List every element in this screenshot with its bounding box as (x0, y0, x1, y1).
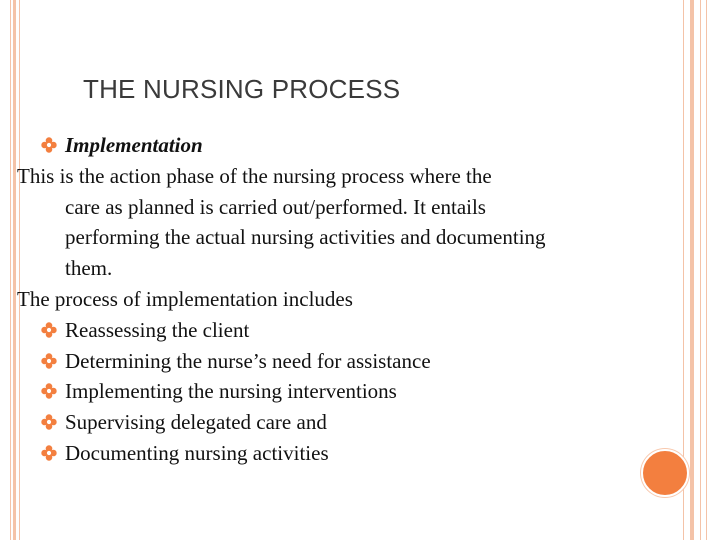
list-item-text: Reassessing the client (65, 317, 250, 342)
list-item-text: Determining the nurse’s need for assistance (65, 348, 431, 373)
heading-row (17, 130, 647, 161)
flower-bullet-icon (41, 438, 57, 468)
right-border-line (690, 0, 694, 540)
flower-bullet-icon (41, 376, 57, 406)
list-item-text: Documenting nursing activities (65, 440, 329, 465)
right-border-line (706, 0, 707, 540)
flower-bullet-icon (41, 407, 57, 437)
section-heading: Implementation (65, 133, 203, 157)
list-item-text: Supervising delegated care and (65, 410, 327, 435)
right-border-line (700, 0, 701, 540)
paragraph-line: them. (65, 256, 113, 281)
decorative-circle (641, 449, 689, 497)
list-item (17, 407, 647, 438)
left-border-line (13, 0, 16, 540)
paragraph-line: This is the action phase of the nursing process where the (17, 163, 492, 188)
list-item (17, 315, 647, 346)
list-item (17, 438, 647, 469)
slide-title: THE NURSING PROCESS (83, 74, 401, 104)
paragraph-line: performing the actual nursing activities and documenting (65, 225, 546, 250)
list-item-text: Implementing the nursing interventions (65, 379, 397, 404)
slide-body (17, 130, 647, 469)
flower-bullet-icon (41, 315, 57, 345)
intro-line: The process of implementation includes (17, 286, 353, 311)
list-item (17, 376, 647, 407)
paragraph-line: care as planned is carried out/performed. It entails (65, 194, 486, 219)
list-item (17, 346, 647, 377)
left-border-line (10, 0, 11, 540)
flower-bullet-icon (41, 346, 57, 376)
flower-bullet-icon (41, 130, 57, 160)
